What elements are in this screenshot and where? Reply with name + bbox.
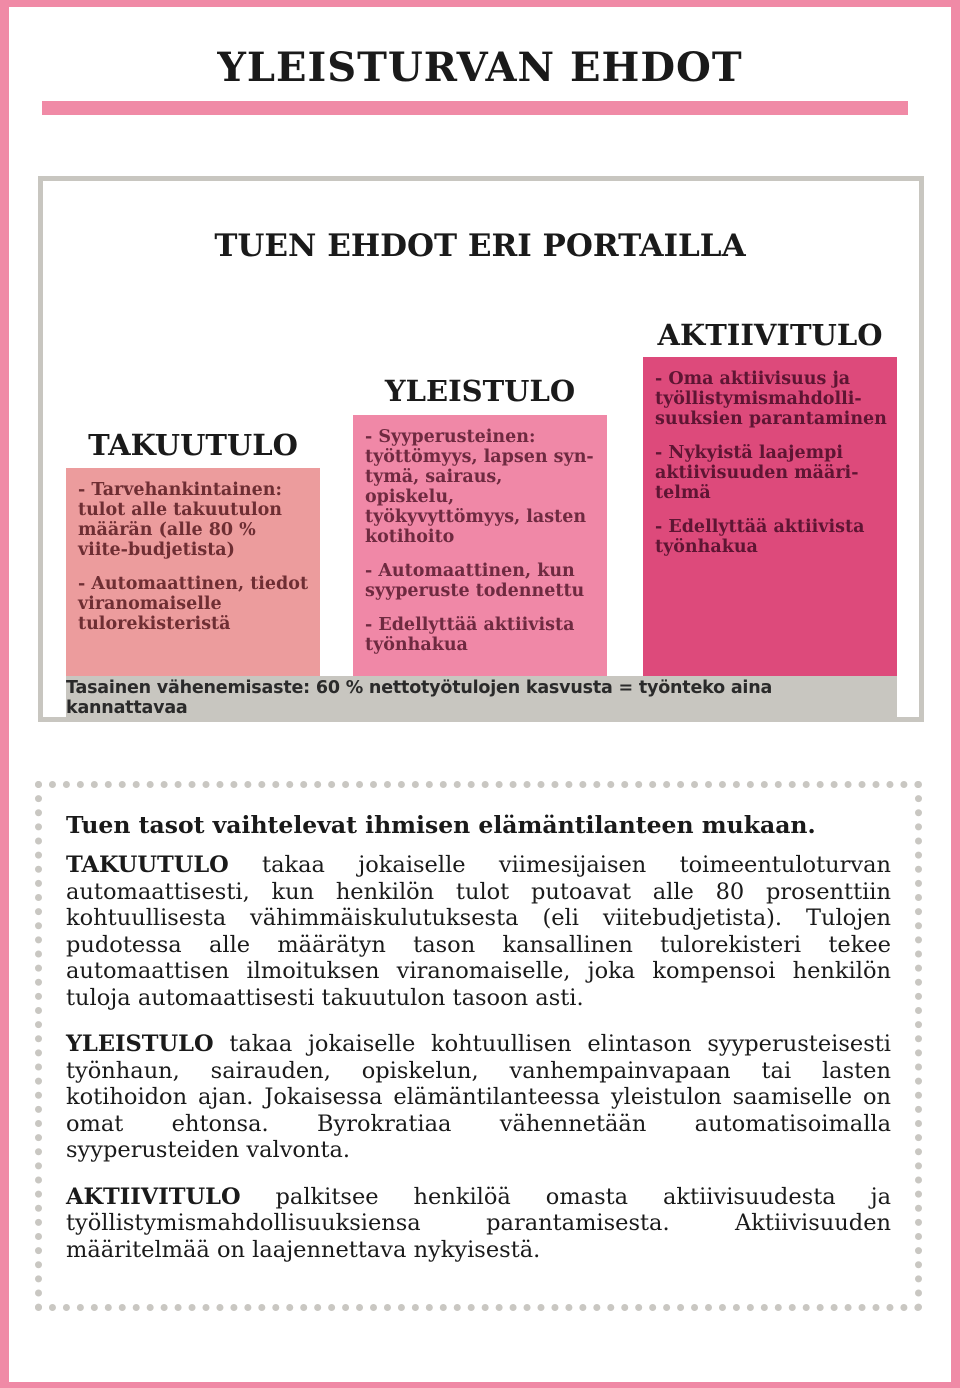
step-item: - Tarvehankintainen: tulot alle takuutulon määrän (alle 80 % viite-budjetista) [78,480,283,560]
step-item: - Nykyistä laajempi aktiivisuuden määri-telmä [655,443,859,503]
step-box-takuutulo [66,468,320,680]
step-item: - Edellyttää aktiivista työnhakua [365,615,575,655]
paragraph-text: takaa jokaiselle viimesijaisen toimeentuloturvan automaattisesti, kun henkilön tulot putoavat alle 80 prosenttiin kohtuullisesta vähimmäiskulutuksesta (eli viitebudjetista). Tulojen pudotessa alle määrätyn tason kansallinen tulorekisteri tekee automaattisen ilmoituksen viranomaiselle, joka kompensoi henkilön tuloja automaattisesti takuutulon tasoon asti. [66,852,891,1011]
baseline-bar: Tasainen vähenemisaste: 60 % nettotyötulojen kasvusta = työnteko aina kannattavaa [66,676,897,719]
info-lead: Tuen tasot vaihtelevat ihmisen elämäntilanteen mukaan. [66,811,816,839]
title-underline [42,101,908,115]
step-title-yleistulo: YLEISTULO [384,374,576,408]
page-title: YLEISTURVAN EHDOT [217,44,743,91]
keyword-yleistulo: YLEISTULO [66,1031,214,1057]
step-item: - Automaattinen, tiedot viranomaiselle tulorekisteristä [78,574,309,634]
diagram-title: TUEN EHDOT ERI PORTAILLA [214,228,746,264]
paragraph-text: takaa jokaiselle kohtuullisen elintason syyperusteisesti työnhaun, sairauden, opiskelun, vanhempainvapaan tai lasten kotihoidon ajan. Jokaisessa elämäntilanteessa yleistulon saamiselle on omat ehtonsa. Byrokratiaa vähennetään automatisoimalla syyperusteiden valvonta. [66,1031,891,1163]
step-title-aktiivitulo: AKTIIVITULO [657,318,883,352]
keyword-aktiivitulo: AKTIIVITULO [66,1183,241,1210]
step-title-takuutulo: TAKUUTULO [88,428,298,462]
info-paragraph-takuutulo [66,852,891,1011]
step-item: - Oma aktiivisuus ja työllistymismahdolli-suuksien parantaminen [655,369,887,429]
keyword-takuutulo: TAKUUTULO [66,852,229,878]
step-item: - Automaattinen, kun syyperuste todennettu [365,561,585,601]
step-box-yleistulo [353,415,607,680]
step-item: - Edellyttää aktiivista työnhakua [655,517,865,557]
step-item: - Syyperusteinen: työttömyys, lapsen syn-tymä, sairaus, opiskelu, työkyvyttömyys, lasten kotihoito [365,427,594,547]
info-paragraph-aktiivitulo [66,1184,891,1264]
step-box-aktiivitulo [643,357,897,680]
info-box [35,781,922,1311]
paragraph-text: palkitsee henkilöä omasta aktiivisuudesta ja työllistymismahdollisuuksiensa parantamisesta. Aktiivisuuden määritelmää on laajennettava nykyisestä. [66,1183,891,1263]
info-paragraph-yleistulo [66,1031,891,1164]
